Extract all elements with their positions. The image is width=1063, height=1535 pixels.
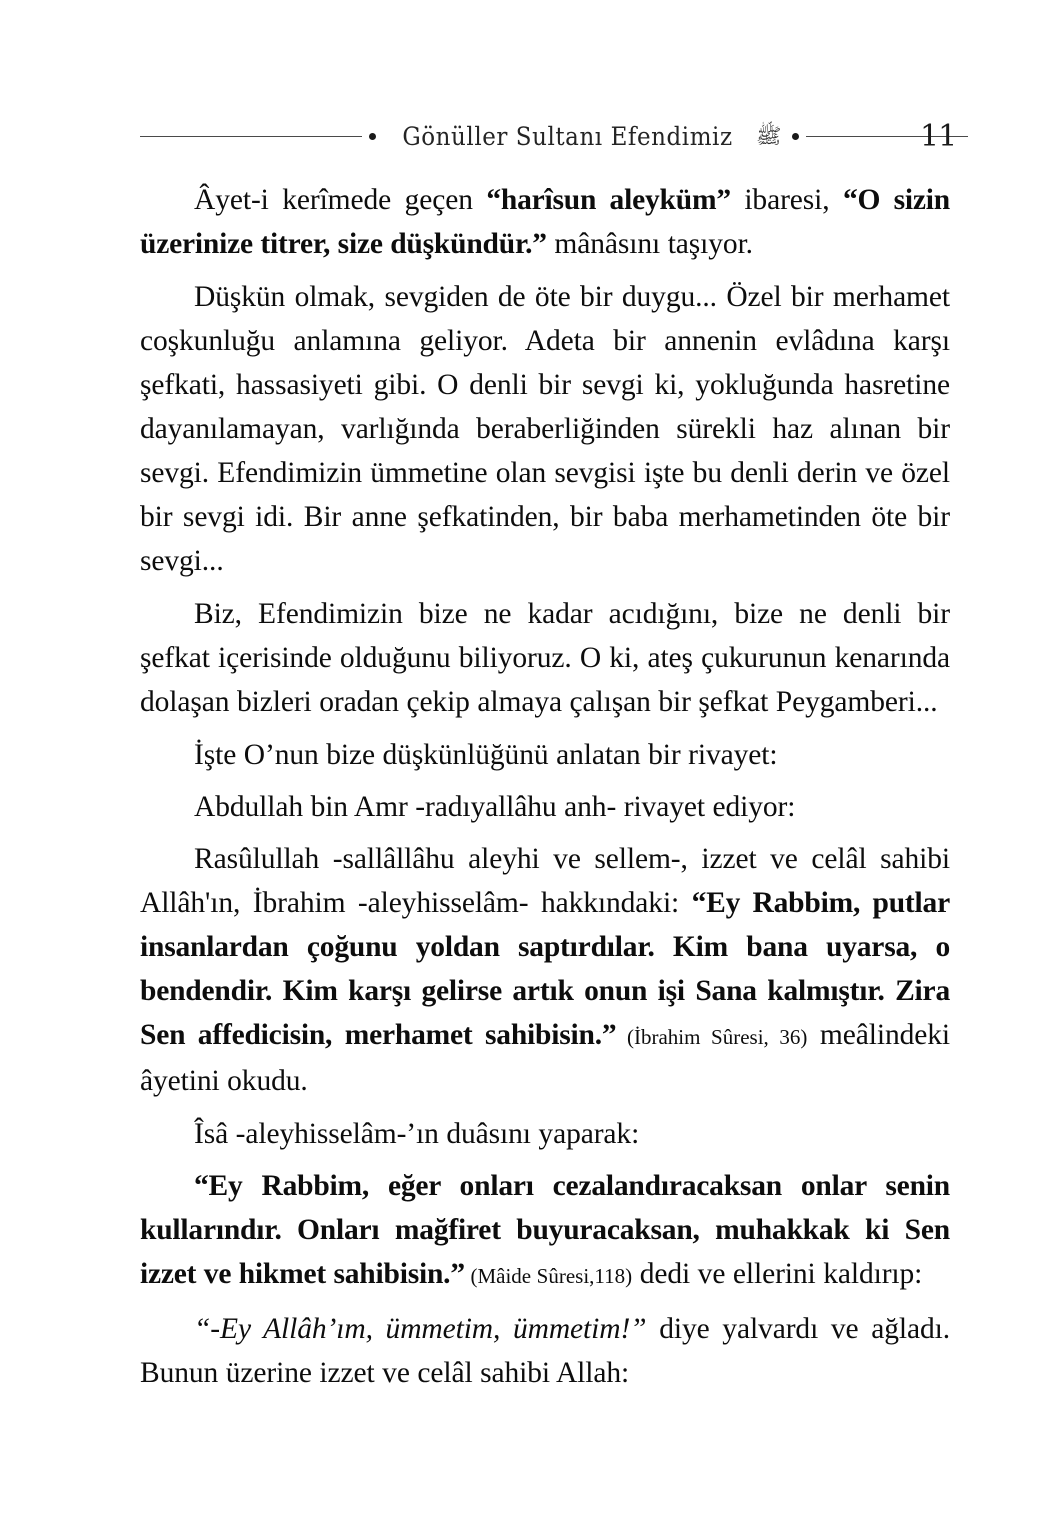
text-run: ibaresi,: [730, 184, 843, 216]
paragraph-3: [140, 592, 950, 724]
running-header: [140, 112, 950, 160]
page-number: 11: [920, 118, 957, 154]
citation-maide: (Mâide Sûresi,118): [464, 1264, 633, 1288]
paragraph-6: [140, 837, 950, 1103]
bold-quote-ibrahim-prayer: “Ey Rabbim, putlar insanlardan çoğunu yoldan saptırdılar. Kim bana uyarsa, o bendendir. Kim karşı gelirse artık onun işi Sana kalmıştır. Zira Sen affedicisin, merhamet sahibisin.”: [140, 887, 950, 1051]
sallallahu-alayhi-wasallam-glyph: ﷺ: [756, 123, 782, 148]
bold-quote-harisun: “harîsun aleyküm”: [486, 184, 731, 216]
text-run: Biz, Efendimizin bize ne kadar acıdığını, bize ne denli bir şefkat içerisinde olduğunu biliyoruz. O ki, ateş çukurunun kenarında dolaşan bizleri oradan çekip almaya çalışan bir şefkat Peygamberi...: [140, 598, 950, 718]
paragraph-7: [140, 1112, 950, 1156]
citation-ibrahim: (İbrahim Sûresi, 36): [616, 1025, 808, 1049]
text-run: meâlindeki âyetini okudu.: [140, 1019, 950, 1097]
bold-quote-meaning: “O sizin üzerinize titrer, size düşkündür.”: [140, 184, 950, 260]
paragraph-4: [140, 733, 950, 777]
header-rule-left: [140, 136, 362, 137]
text-run: Abdullah bin Amr -radıyallâhu anh- rivayet ediyor:: [194, 791, 796, 823]
paragraph-1: [140, 178, 950, 266]
text-run: dedi ve ellerini kaldırıp:: [632, 1258, 923, 1290]
bold-quote-isa-prayer: “Ey Rabbim, eğer onları cezalandıracaksan onlar senin kullarındır. Onları mağfiret buyuracaksan, muhakkak ki Sen izzet ve hikmet sahibisin.”: [140, 1170, 950, 1290]
paragraph-8: [140, 1164, 950, 1298]
text-run: diye yalvardı ve ağladı. Bunun üzerine izzet ve celâl sahibi Allah:: [140, 1313, 950, 1389]
paragraph-2: [140, 275, 950, 583]
text-run: Âyet-i kerîmede geçen: [194, 184, 487, 216]
italic-quote-ummeti: “-Ey Allâh’ım, ümmetim, ümmetim!”: [194, 1313, 647, 1345]
text-run: Düşkün olmak, sevgiden de öte bir duygu... Özel bir merhamet coşkunluğu anlamına geliyor. Adeta bir annenin evlâdına karşı şefkati, hassasiyeti gibi. O denli bir sevgi ki, yokluğunda hasretine dayanılamayan, varlığında beraberliğinden sürekli haz alınan bir sevgi. Efendimizin ümmetine olan sevgisi işte bu denli derin ve özel bir sevgi idi. Bir anne şefkatinden, bir baba merhametinden öte bir sevgi...: [140, 281, 950, 577]
body-text: [140, 178, 950, 1395]
paragraph-9: [140, 1307, 950, 1395]
text-run: Rasûlullah -sallâllâhu aleyhi ve sellem-, izzet ve celâl sahibi Allâh'ın, İbrahim -aleyhisselâm- hakkındaki:: [140, 843, 950, 919]
header-bullet-right-icon: [792, 133, 799, 140]
paragraph-5: [140, 785, 950, 829]
header-title: Gönüller Sultanı Efendimiz: [402, 121, 733, 151]
text-run: İşte O’nun bize düşkünlüğünü anlatan bir rivayet:: [194, 739, 778, 771]
header-bullet-left-icon: [369, 133, 376, 140]
text-run: Îsâ -aleyhisselâm-’ın duâsını yaparak:: [194, 1118, 640, 1150]
text-run: mânâsını taşıyor.: [546, 228, 753, 260]
